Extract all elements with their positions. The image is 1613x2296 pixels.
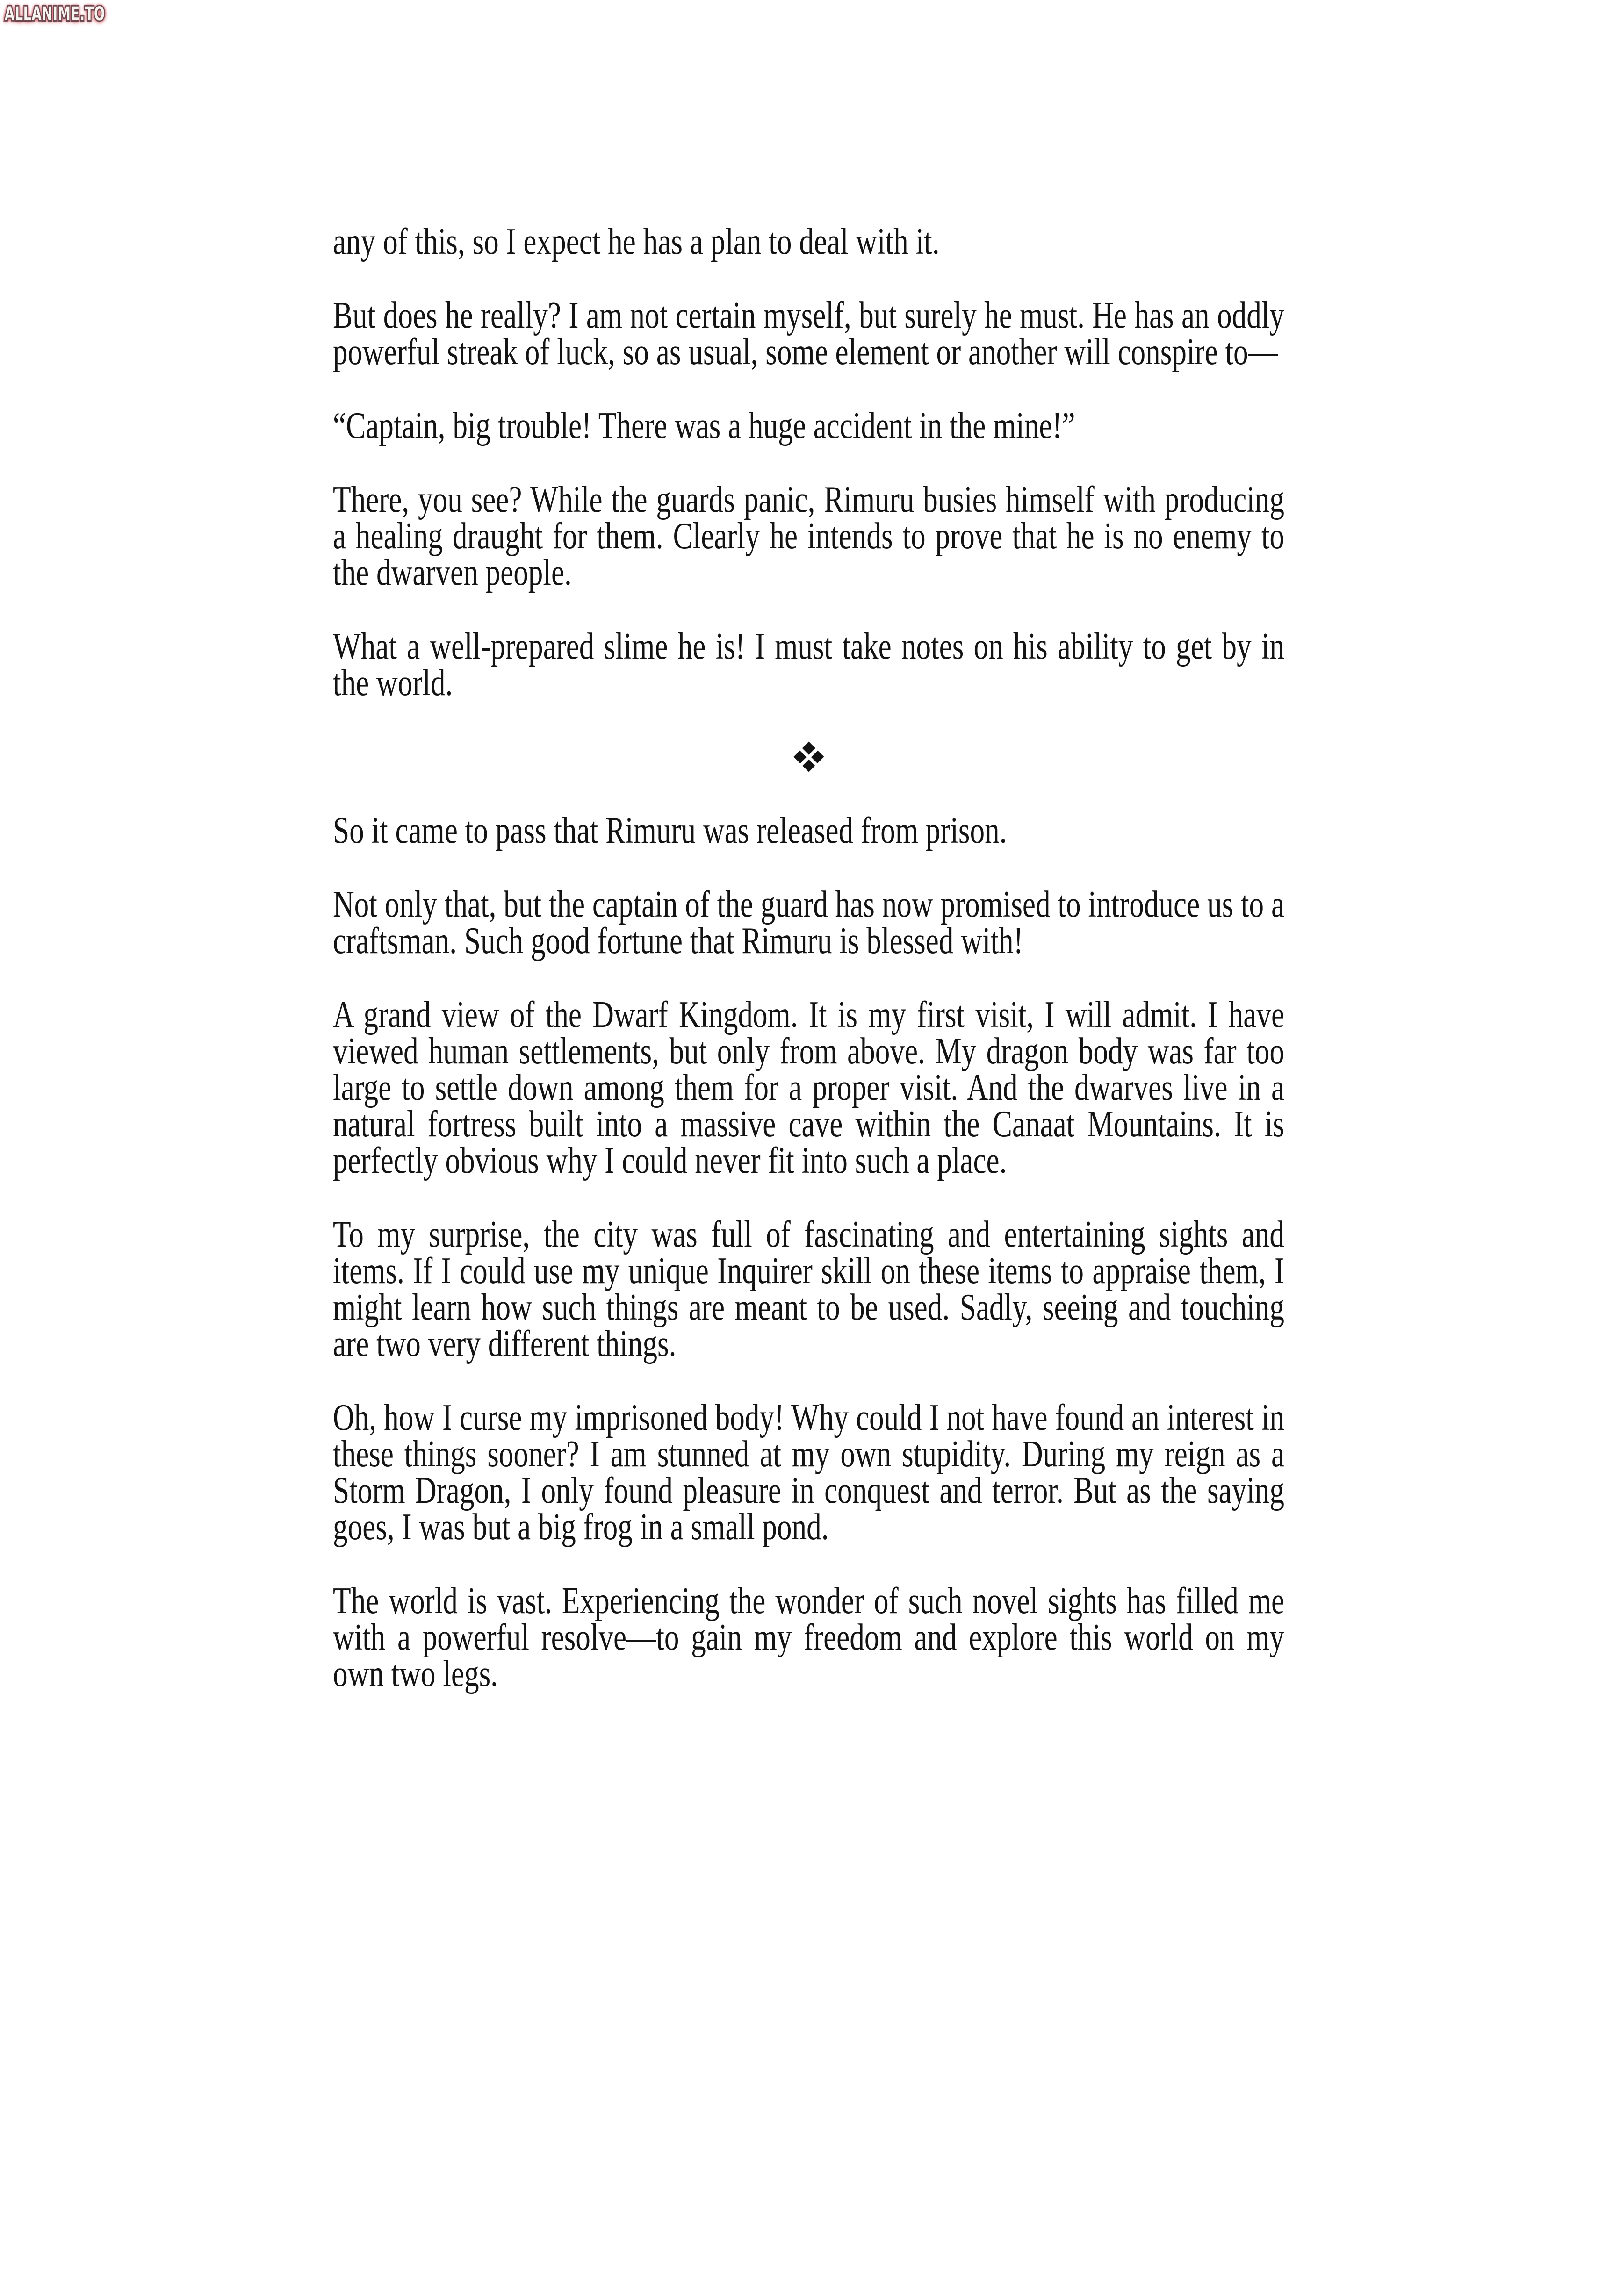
page-text [333,223,1284,1692]
paragraph-8: A grand view of the Dwarf Kingdom. It is my first visit, I will admit. I have viewed human settlements, but only from above. My dragon body was far too large to settle down among them for a proper visit. And the dwarves live in a natural fortress built into a massive cave within the Canaat Mountains. It is perfectly obvious why I could never fit into such a place. [333,994,1285,1181]
watermark-logo: ALLANIME.TO ALLANIME.TO [5,3,105,25]
paragraph-7: Not only that, but the captain of the guard has now promised to introduce us to a craftsman. Such good fortune that Rimuru is blessed with! [333,884,1285,961]
paragraph-2: But does he really? I am not certain myself, but surely he must. He has an oddly powerful streak of luck, so as usual, some element or another will conspire to— [333,295,1285,373]
diamond-dot [802,759,815,772]
paragraph-5: What a well-prepared slime he is! I must take notes on his ability to get by in the world. [333,626,1285,703]
diamond-dot [802,741,815,754]
paragraph-11: The world is vast. Experiencing the wonder of such novel sights has filled me with a powerful resolve—to gain my freedom and explore this world on my own two legs. [333,1580,1285,1694]
diamond-ornament-icon [793,741,824,772]
paragraph-9: To my surprise, the city was full of fascinating and entertaining sights and items. If I could use my unique Inquirer skill on these items to appraise them, I might learn how such things are meant to be used. Sadly, seeing and touching are two very different things. [333,1214,1285,1364]
diamond-dot [793,750,806,763]
section-divider [333,739,1284,775]
paragraph-3: “Captain, big trouble! There was a huge accident in the mine!” [333,405,1075,446]
paragraph-1: any of this, so I expect he has a plan to deal with it. [333,221,940,262]
paragraph-4: There, you see? While the guards panic, Rimuru busies himself with producing a healing draught for them. Clearly he intends to prove that he is no enemy to the dwarven people. [333,479,1285,593]
paragraph-6: So it came to pass that Rimuru was released from prison. [333,810,1007,851]
diamond-dot [811,750,824,763]
paragraph-10: Oh, how I curse my imprisoned body! Why could I not have found an interest in these things sooner? I am stunned at my own stupidity. During my reign as a Storm Dragon, I only found pleasure in conquest and terror. But as the saying goes, I was but a big frog in a small pond. [333,1397,1285,1548]
